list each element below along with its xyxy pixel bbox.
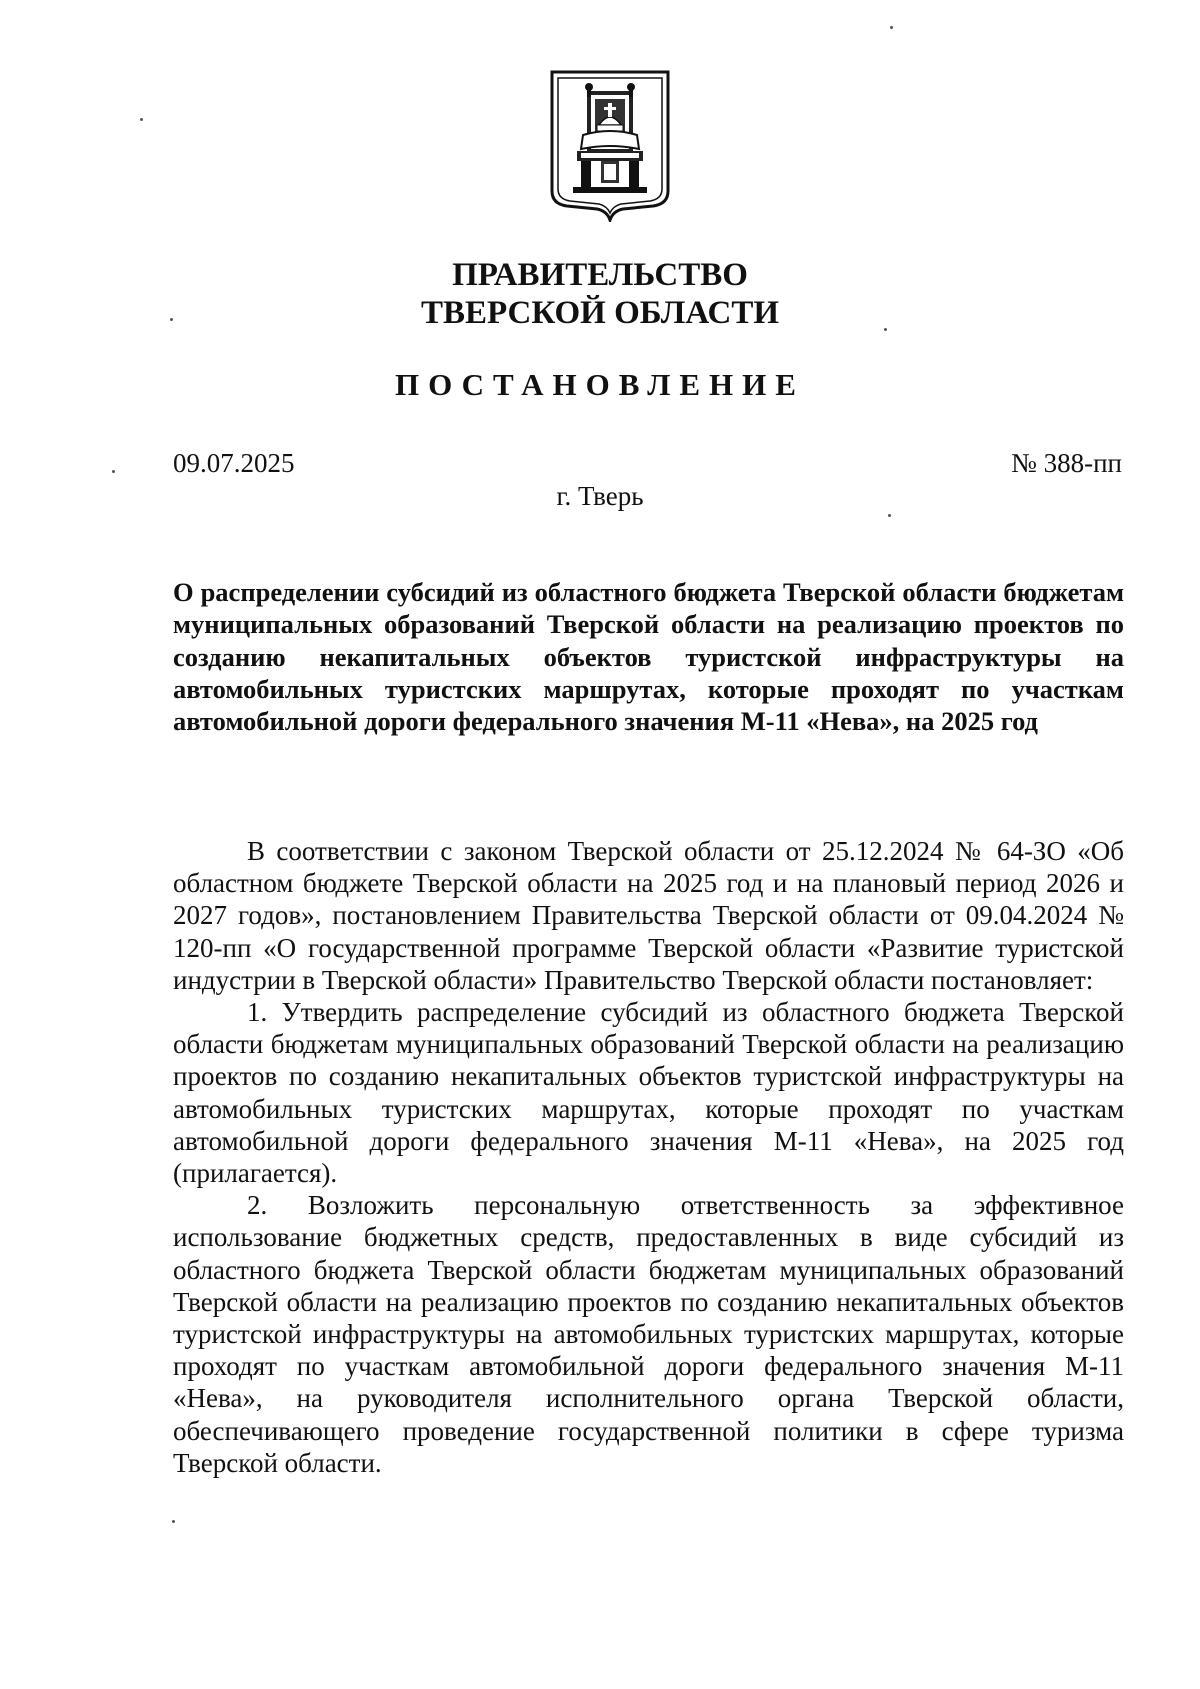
scan-speck (112, 470, 115, 473)
document-date: 09.07.2025 (173, 448, 295, 478)
tver-coat-of-arms-icon (549, 69, 671, 222)
document-type: ПОСТАНОВЛЕНИЕ (395, 367, 805, 402)
document-body (173, 835, 1124, 1479)
government-title-line2: ТВЕРСКОЙ ОБЛАСТИ (420, 295, 780, 331)
body-preamble: В соответствии с законом Тверской области от 25.12.2024 № 64-ЗО «Об областном бюджете Тверской области на 2025 год и на плановый период 2026 и 2027 годов», постановлением Правительства Тверской области от 09.04.2024 № 120-пп «О государственной программе Тверской области «Развитие туристской индустрии в Тверской области» Правительство Тверской области постановляет: (173, 836, 1124, 995)
document-number: № 388-пп (1011, 448, 1122, 478)
scan-speck (140, 118, 143, 121)
body-item-2: 2. Возложить персональную ответственность за эффективное использование бюджетных средств, предоставленных в виде субсидий из областного бюджета Тверской области бюджетам муниципальных образований Тверской области на реализацию проектов по созданию некапитальных объектов туристской инфраструктуры на автомобильных туристских маршрутах, которые проходят по участкам автомобильной дороги федерального значения М-11 «Нева», на руководителя исполнительного органа Тверской области, обеспечивающего проведение государственной политики в сфере туризма Тверской области. (173, 1190, 1124, 1478)
government-title-line1: ПРАВИТЕЛЬСТВО (452, 257, 748, 293)
document-subject: О распределении субсидий из областного бюджета Тверской области бюджетам муниципальных образований Тверской области на реализацию проектов по созданию некапитальных объектов туристской инфраструктуры на автомобильных туристских маршрутах, которые проходят по участкам автомобильной дороги федерального значения М-11 «Нева», на 2025 год (173, 577, 1124, 737)
scan-speck (172, 1520, 175, 1523)
body-item-1: 1. Утвердить распределение субсидий из областного бюджета Тверской области бюджетам муниципальных образований Тверской области на реализацию проектов по созданию некапитальных объектов туристской инфраструктуры на автомобильных туристских маршрутах, которые проходят по участкам автомобильной дороги федерального значения М-11 «Нева», на 2025 год (прилагается). (173, 997, 1124, 1189)
scan-speck (890, 26, 893, 29)
scan-speck (888, 514, 891, 517)
document-city: г. Тверь (556, 481, 644, 511)
scan-speck (884, 328, 887, 331)
scan-speck (170, 318, 173, 321)
